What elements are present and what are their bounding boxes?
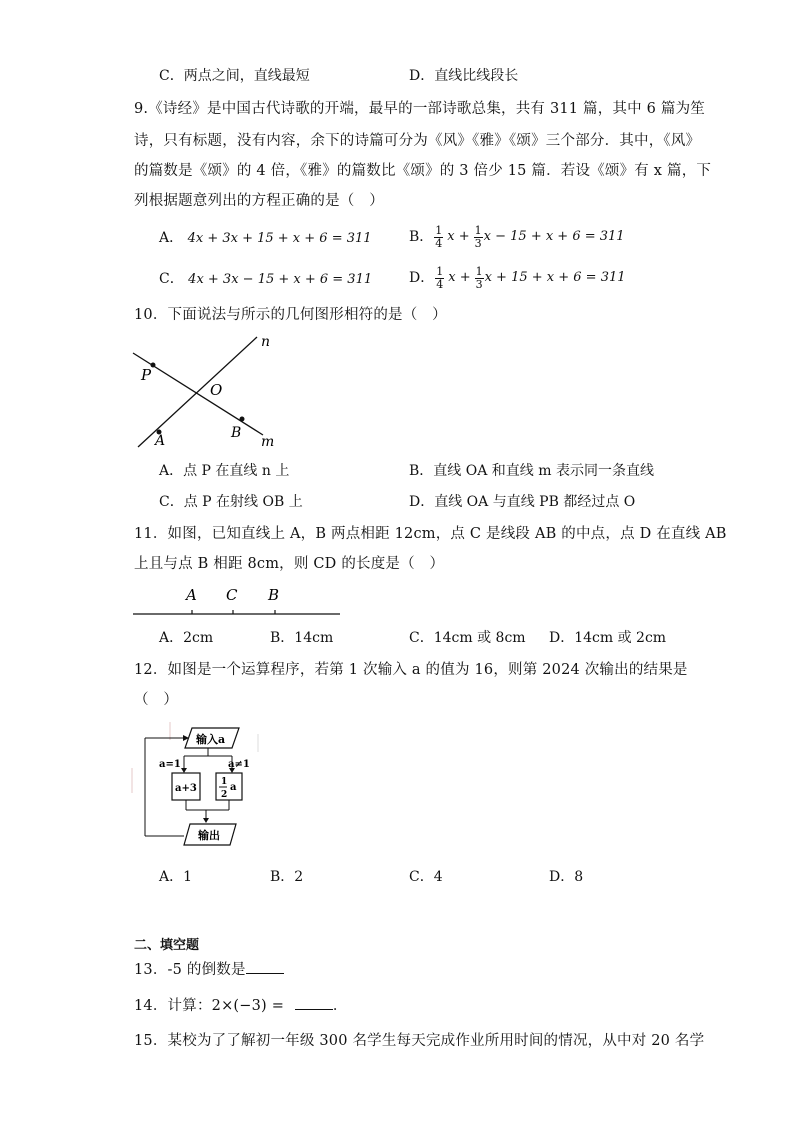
q14-text: 14．计算：2×(−3) = [134, 998, 285, 1014]
q9-option-c-label: C． [159, 271, 184, 287]
fraction-one-third: $\frac{1}{3}$ [475, 264, 483, 291]
q14-line: 14．计算：2×(−3) = ． [134, 998, 348, 1014]
q12-stem-line2: （ ） [134, 692, 179, 708]
q9-stem-line1: 9.《诗经》是中国古代诗歌的开端，最早的一部诗歌总集，共有 311 篇，其中 6 篇为笙 [134, 101, 705, 117]
q9-option-c-equation: 4x + 3x − 15 + x + 6 = 311 [188, 272, 373, 287]
flow-box-half-denominator: 2 [221, 790, 228, 800]
label-c: C [226, 586, 238, 604]
label-a: A [155, 433, 166, 449]
flow-box-half-variable: a [230, 782, 237, 793]
arrow-down-icon [181, 768, 187, 773]
q12-stem-line1: 12．如图是一个运算程序，若第 1 次输入 a 的值为 16，则第 2024 次输出的结果是 [134, 662, 688, 678]
label-n: n [261, 334, 271, 350]
q12-flowchart-figure [130, 718, 265, 853]
q13-text: 13．-5 的倒数是 [134, 962, 246, 978]
flow-box-add-three-label: a+3 [175, 783, 197, 794]
flow-input-label: 输入a [196, 733, 226, 746]
section-title-fill-in: 二、填空题 [134, 938, 200, 953]
q14-answer-blank[interactable] [295, 1009, 333, 1010]
label-a: A [186, 586, 197, 604]
q11-option-d: D．14cm 或 2cm [549, 630, 667, 646]
q9-option-c [159, 269, 372, 290]
q10-option-a: A．点 P 在直线 n 上 [159, 463, 290, 479]
q12-option-c: C．4 [409, 869, 443, 885]
q13-line [134, 960, 284, 980]
q9-stem-line4: 列根据题意列出的方程正确的是（ ） [134, 193, 384, 209]
q10-stem: 10．下面说法与所示的几何图形相符的是（ ） [134, 307, 447, 323]
q8-option-c: C．两点之间，直线最短 [159, 68, 310, 84]
q9-option-b-label: B． [409, 229, 434, 245]
label-b: B [268, 586, 280, 604]
q10-option-d: D．直线 OA 与直线 PB 都经过点 O [409, 494, 636, 510]
q8-option-d: D．直线比线段长 [409, 68, 519, 84]
label-b: B [231, 425, 242, 441]
arrow-down-icon [203, 818, 209, 823]
label-o: O [210, 381, 223, 399]
point-p-dot [151, 363, 156, 368]
q11-stem-line1: 11．如图，已知直线上 A，B 两点相距 12cm，点 C 是线段 AB 的中点，点 D 在直线 AB [134, 526, 727, 542]
q10-option-b: B．直线 OA 和直线 m 表示同一条直线 [409, 463, 654, 479]
fraction-one-third: $\frac{1}{3}$ [474, 223, 482, 250]
q12-option-a: A．1 [159, 869, 193, 885]
q9-option-d-label: D． [409, 270, 435, 286]
q9-option-a-equation: 4x + 3x + 15 + x + 6 = 311 [187, 231, 372, 246]
flow-cond-equal: a=1 [159, 759, 181, 770]
q9-stem-line3: 的篇数是《颂》的 4 倍，《雅》的篇数比《颂》的 3 倍少 15 篇．若设《颂》有 x 篇，下 [134, 163, 712, 179]
flow-cond-not-equal: a≠1 [228, 759, 250, 770]
q9-option-b: B． $\frac{1}{4}$ x + $\frac{1}{3}$ x − 15 + x + 6 = 311 [409, 223, 625, 250]
q13-answer-blank[interactable] [246, 973, 284, 974]
fraction-one-quarter: $\frac{1}{4}$ [436, 264, 444, 291]
q9-option-b-equation: x − 15 + x + 6 = 311 [483, 229, 625, 244]
q9-option-d-equation: x + 15 + x + 6 = 311 [484, 270, 626, 285]
q15-stem-line1: 15．某校为了了解初一年级 300 名学生每天完成作业所用时间的情况，从中对 20 名学 [134, 1033, 705, 1049]
q11-option-c: C．14cm 或 8cm [409, 630, 526, 646]
flow-box-half-numerator: 1 [221, 777, 228, 787]
flow-output-label: 输出 [198, 829, 220, 842]
fraction-one-quarter: $\frac{1}{4}$ [435, 223, 443, 250]
q11-line-segment-figure [130, 580, 345, 620]
q11-option-a: A．2cm [159, 630, 214, 646]
q11-option-b: B．14cm [270, 630, 334, 646]
q12-option-d: D．8 [549, 869, 584, 885]
label-p: P [141, 366, 152, 384]
q12-option-b: B．2 [270, 869, 304, 885]
point-b-dot [240, 417, 245, 422]
q11-stem-line2: 上且与点 B 相距 8cm，则 CD 的长度是（ ） [134, 556, 445, 572]
q9-option-d: D． $\frac{1}{4}$ x + $\frac{1}{3}$ x + 15 + x + 6 = 311 [409, 264, 626, 291]
q9-stem-line2: 诗，只有标题，没有内容，余下的诗篇可分为《风》《雅》《颂》三个部分．其中，《风》 [134, 133, 701, 149]
q10-option-c: C．点 P 在射线 OB 上 [159, 494, 303, 510]
q10-intersecting-lines-figure [130, 330, 290, 455]
label-m: m [261, 434, 275, 450]
q9-option-a [159, 228, 372, 249]
q9-option-a-label: A． [159, 230, 184, 246]
